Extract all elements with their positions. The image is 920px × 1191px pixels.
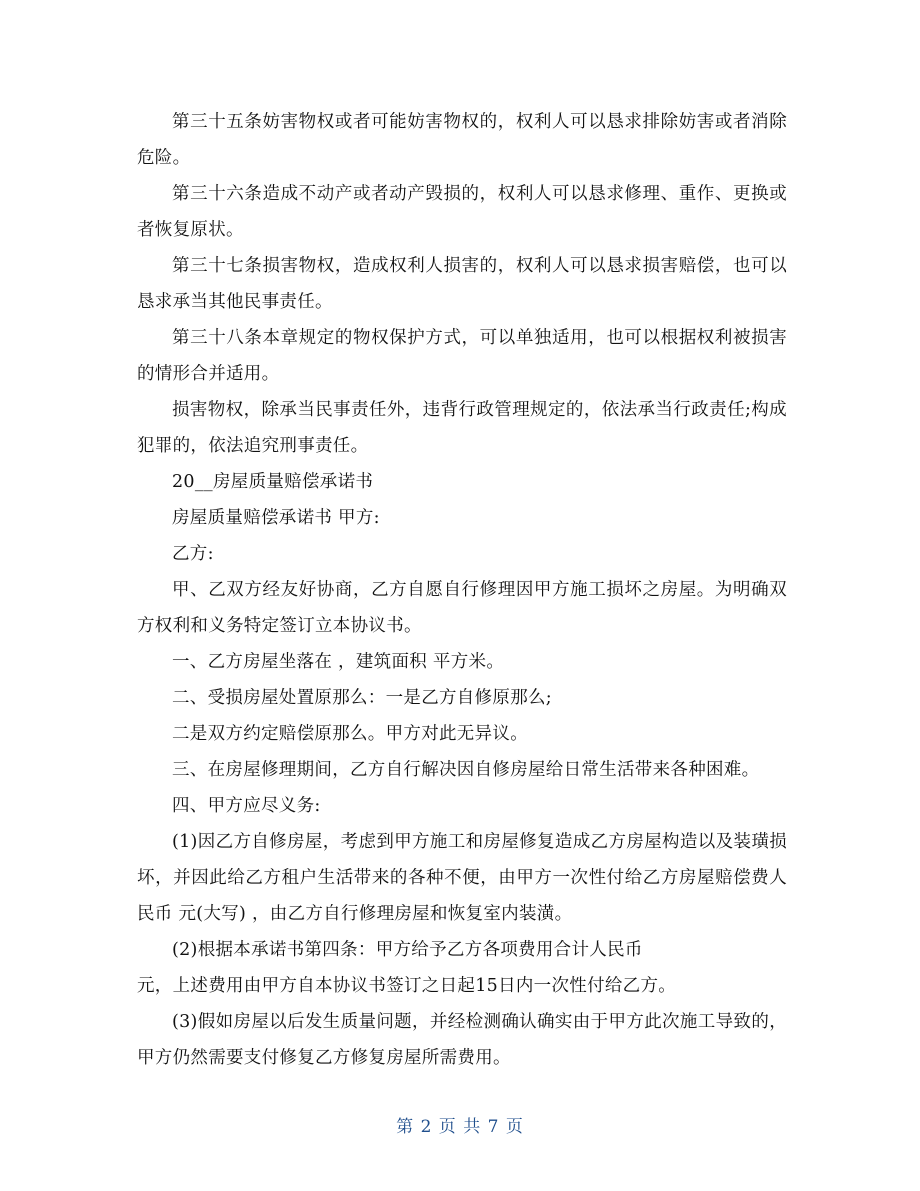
- paragraph: 乙方:: [172, 544, 214, 564]
- paragraph: 损害物权，除承当民事责任外，违背行政管理规定的，依法承当行政责任;构成犯罪的，依法追究刑事责任。: [137, 400, 787, 456]
- paragraph: 一、乙方房屋坐落在 ，建筑面积 平方米。: [172, 652, 505, 672]
- paragraph: (2)根据本承诺书第四条：甲方给予乙方各项费用合计人民币 元，上述费用由甲方自本协议书签订之日起15日内一次性付给乙方。: [137, 940, 677, 996]
- paragraph: 第三十六条造成不动产或者动产毁损的，权利人可以恳求修理、重作、更换或者恢复原状。: [137, 184, 787, 240]
- paragraph: 第三十八条本章规定的物权保护方式，可以单独适用，也可以根据权利被损害的情形合并适用。: [137, 328, 787, 384]
- paragraph: 甲、乙双方经友好协商，乙方自愿自行修理因甲方施工损坏之房屋。为明确双方权利和义务特定签订立本协议书。: [137, 580, 787, 636]
- paragraph: 第三十七条损害物权，造成权利人损害的，权利人可以恳求损害赔偿，也可以恳求承当其他民事责任。: [137, 256, 787, 312]
- paragraph: 三、在房屋修理期间，乙方自行解决因自修房屋给日常生活带来各种困难。: [172, 760, 760, 780]
- paragraph: 第三十五条妨害物权或者可能妨害物权的，权利人可以恳求排除妨害或者消除危险。: [137, 112, 787, 168]
- paragraph: 四、甲方应尽义务:: [172, 796, 321, 816]
- page-number-footer: 第 2 页 共 7 页: [396, 1117, 524, 1137]
- paragraph: (3)假如房屋以后发生质量问题，并经检测确认确实由于甲方此次施工导致的，甲方仍然需要支付修复乙方修复房屋所需费用。: [137, 1012, 787, 1068]
- document-body: [137, 104, 787, 1076]
- paragraph: 房屋质量赔偿承诺书 甲方:: [172, 508, 380, 528]
- paragraph: (1)因乙方自修房屋，考虑到甲方施工和房屋修复造成乙方房屋构造以及装璜损坏，并因此给乙方租户生活带来的各种不便，由甲方一次性付给乙方房屋赔偿费人民币 元(大写) ，由乙方自行修理房屋和恢复室内装潢。: [137, 832, 787, 924]
- paragraph: 二是双方约定赔偿原那么。甲方对此无异议。: [172, 724, 528, 744]
- section-heading: 20__房屋质量赔偿承诺书: [172, 472, 374, 492]
- paragraph: 二、受损房屋处置原那么：一是乙方自修原那么;: [172, 688, 552, 708]
